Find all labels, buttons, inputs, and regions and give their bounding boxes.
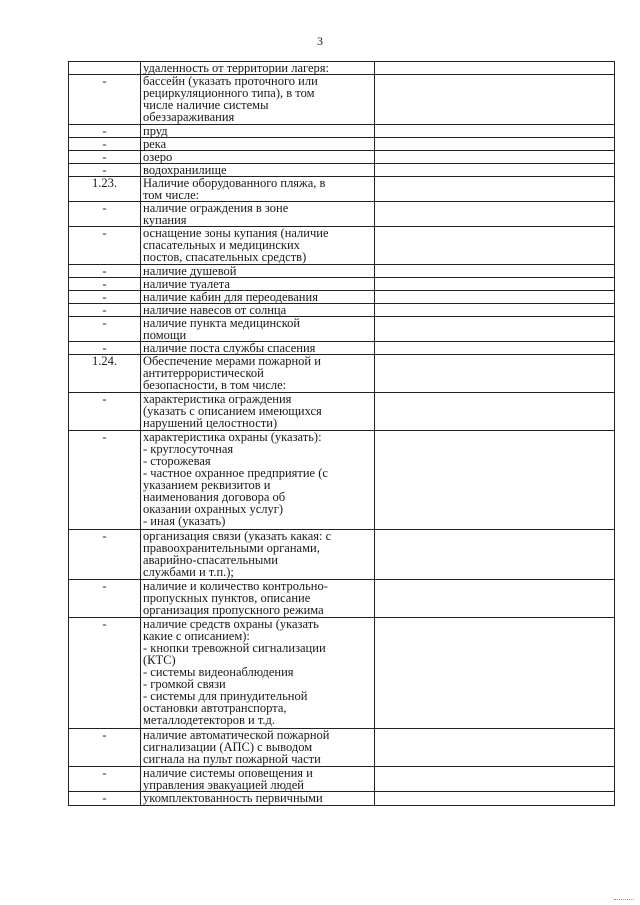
row-description-text: наличие душевой <box>143 264 237 278</box>
table-row <box>69 278 615 291</box>
row-description <box>141 125 375 138</box>
table-row <box>69 138 615 151</box>
row-description-text: водохранилище <box>143 163 227 177</box>
table-row <box>69 304 615 317</box>
row-description-text: Наличие оборудованного пляжа, в том числе: <box>143 176 326 202</box>
table-row <box>69 767 615 792</box>
row-value-cell[interactable] <box>375 227 615 265</box>
row-description <box>141 580 375 618</box>
row-value-cell[interactable] <box>375 618 615 729</box>
row-number: - <box>69 164 141 177</box>
table-row <box>69 317 615 342</box>
row-number: - <box>69 767 141 792</box>
form-table-body <box>69 62 615 806</box>
row-description <box>141 767 375 792</box>
row-value-cell[interactable] <box>375 317 615 342</box>
row-description <box>141 618 375 729</box>
row-description-text: организация связи (указать какая: с правоохранительными органами, аварийно-спасательными службами и т.п.); <box>143 529 332 579</box>
row-number: - <box>69 317 141 342</box>
row-description <box>141 278 375 291</box>
row-value-cell[interactable] <box>375 729 615 767</box>
row-number: - <box>69 304 141 317</box>
table-row <box>69 227 615 265</box>
table-row <box>69 265 615 278</box>
row-description-text: наличие ограждения в зоне купания <box>143 201 289 227</box>
row-value-cell[interactable] <box>375 151 615 164</box>
table-row <box>69 618 615 729</box>
row-value-cell[interactable] <box>375 767 615 792</box>
table-row <box>69 202 615 227</box>
row-description <box>141 342 375 355</box>
row-description <box>141 151 375 164</box>
table-row <box>69 75 615 125</box>
row-description <box>141 317 375 342</box>
row-value-cell[interactable] <box>375 62 615 75</box>
row-number: - <box>69 265 141 278</box>
row-description-text: Обеспечение мерами пожарной и антитеррористической безопасности, в том числе: <box>143 354 321 392</box>
row-number: 1.24. <box>69 355 141 393</box>
row-value-cell[interactable] <box>375 342 615 355</box>
row-description-text: наличие поста службы спасения <box>143 341 316 355</box>
row-number: - <box>69 227 141 265</box>
scan-mark <box>614 899 634 901</box>
row-number: - <box>69 393 141 431</box>
table-row <box>69 355 615 393</box>
row-description <box>141 202 375 227</box>
row-description-text: бассейн (указать проточного или рециркуляционного типа), в том числе наличие системы обеззараживания <box>143 74 318 124</box>
table-row <box>69 62 615 75</box>
row-number: - <box>69 530 141 580</box>
row-description-text: наличие автоматической пожарной сигнализации (АПС) с выводом сигнала на пульт пожарной части <box>143 728 330 766</box>
row-value-cell[interactable] <box>375 530 615 580</box>
row-value-cell[interactable] <box>375 304 615 317</box>
row-number <box>69 62 141 75</box>
row-number: - <box>69 125 141 138</box>
row-description <box>141 138 375 151</box>
row-number: - <box>69 729 141 767</box>
row-description-text: наличие туалета <box>143 277 230 291</box>
row-number: - <box>69 151 141 164</box>
row-description <box>141 355 375 393</box>
row-description <box>141 291 375 304</box>
row-number: - <box>69 138 141 151</box>
row-description-text: озеро <box>143 150 173 164</box>
row-value-cell[interactable] <box>375 431 615 530</box>
table-row <box>69 125 615 138</box>
table-row <box>69 431 615 530</box>
row-value-cell[interactable] <box>375 177 615 202</box>
page-number: 3 <box>317 34 323 48</box>
row-value-cell[interactable] <box>375 355 615 393</box>
row-description-text: наличие и количество контрольно- пропускных пунктов, описание организация пропускного режима <box>143 579 328 617</box>
row-description-text: наличие навесов от солнца <box>143 303 287 317</box>
row-value-cell[interactable] <box>375 393 615 431</box>
row-value-cell[interactable] <box>375 138 615 151</box>
table-row <box>69 729 615 767</box>
row-value-cell[interactable] <box>375 580 615 618</box>
row-description-text: оснащение зоны купания (наличие спасательных и медицинских постов, спасательных средств) <box>143 226 329 264</box>
row-value-cell[interactable] <box>375 278 615 291</box>
row-description <box>141 729 375 767</box>
row-value-cell[interactable] <box>375 125 615 138</box>
row-value-cell[interactable] <box>375 75 615 125</box>
row-description-text: пруд <box>143 124 168 138</box>
row-description-text: укомплектованность первичными <box>143 791 323 805</box>
row-value-cell[interactable] <box>375 164 615 177</box>
row-number: - <box>69 291 141 304</box>
row-description-text: наличие средств охраны (указать какие с описанием): - кнопки тревожной сигнализации (КТС) - системы видеонаблюдения - громкой связи - системы для принудительной остановки автотранспорта, металлодетекторов и т.д. <box>143 617 326 727</box>
row-description <box>141 304 375 317</box>
row-number: - <box>69 202 141 227</box>
row-description-text: наличие кабин для переодевания <box>143 290 318 304</box>
row-number: - <box>69 431 141 530</box>
form-table <box>68 61 615 806</box>
table-row <box>69 177 615 202</box>
row-description <box>141 393 375 431</box>
row-description <box>141 265 375 278</box>
row-description <box>141 75 375 125</box>
row-number: - <box>69 580 141 618</box>
table-row <box>69 342 615 355</box>
row-number: - <box>69 75 141 125</box>
row-value-cell[interactable] <box>375 792 615 806</box>
row-description <box>141 62 375 75</box>
row-number: - <box>69 342 141 355</box>
row-number: - <box>69 792 141 806</box>
row-value-cell[interactable] <box>375 202 615 227</box>
row-description-text: характеристика охраны (указать): - круглосуточная - сторожевая - частное охранное предприятие (с указанием реквизитов и наименования договора об оказании охранных услуг) - иная (указать) <box>143 430 328 528</box>
row-description-text: характеристика ограждения (указать с описанием имеющихся нарушений целостности) <box>143 392 322 430</box>
table-row <box>69 291 615 304</box>
row-description <box>141 164 375 177</box>
row-description <box>141 227 375 265</box>
row-value-cell[interactable] <box>375 291 615 304</box>
table-row <box>69 164 615 177</box>
table-row <box>69 151 615 164</box>
row-description-text: наличие системы оповещения и управления эвакуацией людей <box>143 766 313 792</box>
row-description-text: река <box>143 137 167 151</box>
row-description <box>141 530 375 580</box>
row-number: 1.23. <box>69 177 141 202</box>
row-number: - <box>69 618 141 729</box>
row-description <box>141 431 375 530</box>
table-row <box>69 393 615 431</box>
table-row <box>69 580 615 618</box>
row-value-cell[interactable] <box>375 265 615 278</box>
table-row <box>69 530 615 580</box>
row-description-text: удаленность от территории лагеря: <box>143 61 329 75</box>
row-number: - <box>69 278 141 291</box>
table-row <box>69 792 615 806</box>
row-description <box>141 792 375 806</box>
row-description <box>141 177 375 202</box>
row-description-text: наличие пункта медицинской помощи <box>143 316 301 342</box>
